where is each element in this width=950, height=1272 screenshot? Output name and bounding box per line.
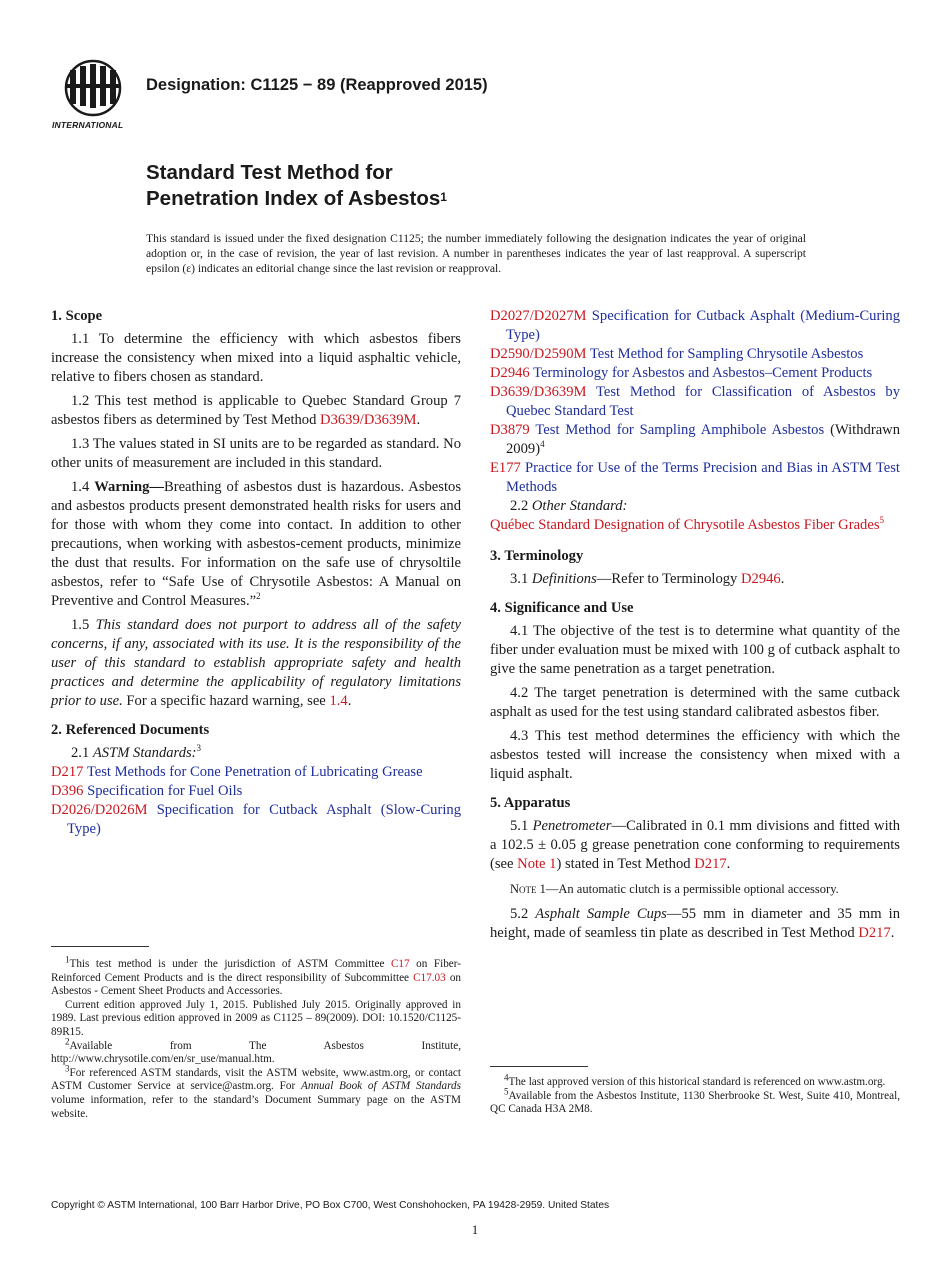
page-number: 1 bbox=[471, 1222, 479, 1237]
para-2-1 bbox=[51, 744, 461, 763]
para-1-5 bbox=[51, 616, 461, 711]
footnotes-left bbox=[51, 954, 462, 1121]
para-1-3: 1.3 The values stated in SI units are to be regarded as standard. No other units of measurement are included in this standard. bbox=[51, 436, 461, 471]
fn3-italic: Annual Book of ASTM Standards bbox=[301, 1080, 461, 1093]
other-standard-link[interactable] bbox=[490, 516, 900, 535]
para-2-2-italic: Other Standard: bbox=[531, 498, 628, 514]
fn3-text-b: volume information, refer to the standard’s Document Summary page on the ASTM website. bbox=[51, 1093, 461, 1120]
ref-code-link[interactable]: D3639/D3639M bbox=[490, 384, 587, 400]
footnote-ref-5[interactable]: 5 bbox=[879, 515, 884, 526]
page-title bbox=[146, 160, 447, 212]
footnote-1-edition: Current edition approved July 1, 2015. Published July 2015. Originally approved in 1989. Last previous edition approved in 2009 as C1125 – 89(2009). DOI: 10.1520/C1125-89R15. bbox=[51, 998, 461, 1038]
right-column bbox=[490, 307, 900, 948]
para-4-2: 4.2 The target penetration is determined with the same cutback asphalt as used for the test using standard calibrated asbestos fiber. bbox=[490, 685, 900, 720]
para-4-3: 4.3 This test method determines the efficiency with which the asbestos tested will increase the consistency when mixed with a liquid asphalt. bbox=[490, 728, 900, 782]
ref-entry bbox=[490, 421, 900, 459]
para-2-2 bbox=[490, 497, 900, 516]
footnote-4 bbox=[490, 1072, 900, 1090]
fn3-number: 3 bbox=[65, 1063, 70, 1074]
fn4-text: The last approved version of this historical standard is referenced on www.astm.org. bbox=[508, 1076, 886, 1088]
para-4-1: 4.1 The objective of the test is to determine what quantity of the fiber under evaluation must be mixed with 100 g of cutback asphalt to give the same penetration as a target penetration. bbox=[490, 623, 900, 677]
para-1-4 bbox=[51, 478, 461, 611]
ref-code-link[interactable]: D217 bbox=[51, 764, 84, 780]
footnote-2 bbox=[51, 1035, 461, 1067]
footnotes-right bbox=[490, 1072, 900, 1117]
footnote-divider-right bbox=[490, 1066, 588, 1067]
section-heading-scope: 1. Scope bbox=[51, 308, 103, 324]
footnote-ref-4[interactable]: 4 bbox=[540, 439, 545, 450]
fn3-text-a: For referenced ASTM standards, visit the ASTM website, www.astm.org, or contact ASTM Customer Service at service@astm.org. For bbox=[51, 1066, 461, 1093]
link-d217[interactable]: D217 bbox=[694, 856, 727, 872]
section-heading-terminology: 3. Terminology bbox=[490, 548, 584, 564]
fn1-text-b: on Fiber-Reinforced Cement Products and is the direct responsibility of Subcommittee bbox=[51, 958, 461, 984]
ref-entry bbox=[490, 345, 900, 364]
para-1-2 bbox=[51, 392, 461, 430]
fn4-number: 4 bbox=[504, 1072, 509, 1083]
warning-label: Warning— bbox=[94, 479, 164, 495]
note-1-label: Note 1 bbox=[510, 882, 546, 896]
footnote-ref-3[interactable]: 3 bbox=[196, 743, 202, 754]
para-1-5-text: For a specific hazard warning, see bbox=[122, 693, 330, 709]
title-line-2-text: Penetration Index of Asbestos bbox=[146, 187, 441, 210]
fn2-text: Available from The Asbestos Institute, http://www.chrysotile.com/en/sr_use/manual.htm. bbox=[51, 1039, 461, 1066]
ref-title-link[interactable]: Practice for Use of the Terms Precision and Bias in ASTM Test Methods bbox=[506, 460, 900, 495]
para-5-2-italic: Asphalt Sample Cups bbox=[535, 906, 667, 922]
para-5-1-end: . bbox=[726, 856, 731, 872]
ref-entry bbox=[51, 782, 461, 801]
footnote-1 bbox=[51, 954, 462, 999]
para-5-1-num: 5.1 bbox=[510, 818, 533, 834]
ref-title-link[interactable]: Terminology for Asbestos and Asbestos–Cement Products bbox=[533, 365, 873, 381]
para-5-2-end: . bbox=[890, 925, 895, 941]
title-line-2 bbox=[146, 186, 447, 212]
footnote-5 bbox=[490, 1085, 900, 1117]
para-3-1-num: 3.1 bbox=[510, 571, 532, 587]
designation: Designation: C1125 − 89 (Reapproved 2015) bbox=[146, 76, 488, 94]
astm-logo bbox=[50, 58, 136, 134]
para-1-5-end: . bbox=[347, 693, 352, 709]
fn1-number: 1 bbox=[65, 954, 70, 965]
para-2-1-italic: ASTM Standards: bbox=[92, 745, 197, 761]
ref-title-link[interactable]: Test Method for Sampling Chrysotile Asbestos bbox=[589, 346, 864, 362]
link-c17-03[interactable]: C17.03 bbox=[413, 971, 446, 984]
title-line-1: Standard Test Method for bbox=[146, 161, 393, 184]
ref-code-link[interactable]: E177 bbox=[490, 460, 521, 476]
ref-code-link[interactable]: D2027/D2027M bbox=[490, 308, 587, 324]
footnote-divider-left bbox=[51, 946, 149, 947]
para-5-2 bbox=[490, 905, 900, 943]
para-1-4-text: Breathing of asbestos dust is hazardous. Asbestos and asbestos products present demonstrated health risks for users and for those with whom they come into contact. In addition to other precautions, when working with asbestos-cement products, minimize the dust that results. For information on the safe use of chrysoltile asbestos, refer to “Safe Use of Chrysotile Asbestos: A Manual on Preventive and Control Measures.” bbox=[51, 479, 461, 609]
fn1-text-a: This test method is under the jurisdiction of ASTM Committee bbox=[69, 958, 391, 970]
ref-title-link[interactable]: Test Method for Classification of Asbestos by Quebec Standard Test bbox=[506, 384, 901, 419]
para-5-1-text: —Calibrated in 0.1 mm divisions and fitted with a 102.5 ± 0.05 g grease penetration cone conforming to requirements (see bbox=[490, 818, 900, 872]
ref-code-link[interactable]: D3879 bbox=[490, 422, 530, 438]
para-1-4-num: 1.4 bbox=[71, 479, 95, 495]
left-column bbox=[51, 307, 461, 839]
fn5-number: 5 bbox=[504, 1085, 509, 1096]
link-d217[interactable]: D217 bbox=[858, 925, 891, 941]
fn1-text-c: on Asbestos - Cement Sheet Products and Accessories. bbox=[51, 971, 462, 998]
ref-title-link[interactable]: Specification for Fuel Oils bbox=[87, 783, 243, 799]
para-1-2-text: 1.2 This test method is applicable to Quebec Standard Group 7 asbestos fibers as determined by Test Method bbox=[51, 393, 461, 428]
link-c17[interactable]: C17 bbox=[390, 958, 410, 970]
ref-entry bbox=[490, 383, 900, 421]
fn5-text: Available from the Asbestos Institute, 1130 Sherbrooke St. West, Suite 410, Montreal, QC Canada H3A 2M8. bbox=[490, 1089, 900, 1116]
para-5-1 bbox=[490, 817, 900, 874]
title-footnote-ref[interactable]: 1 bbox=[440, 190, 447, 204]
para-3-1 bbox=[490, 570, 900, 589]
para-3-1-end: . bbox=[780, 571, 785, 587]
ref-code-link[interactable]: D2946 bbox=[490, 365, 530, 381]
ref-code-link[interactable]: D396 bbox=[51, 783, 84, 799]
para-2-1-num: 2.1 bbox=[71, 745, 93, 761]
link-d3639[interactable]: D3639/D3639M bbox=[320, 412, 417, 428]
ref-entry bbox=[51, 801, 461, 839]
ref-entry bbox=[490, 307, 900, 345]
section-heading-significance: 4. Significance and Use bbox=[490, 600, 634, 616]
ref-code-link[interactable]: D2026/D2026M bbox=[51, 802, 148, 818]
para-5-1-mid: ) stated in Test Method bbox=[556, 856, 695, 872]
ref-entry bbox=[51, 763, 461, 782]
link-d2946[interactable]: D2946 bbox=[740, 571, 781, 587]
copyright-footer: Copyright © ASTM International, 100 Barr Harbor Drive, PO Box C700, West Conshohocken, PA 19428-2959. United States bbox=[51, 1200, 610, 1211]
para-3-1-text: —Refer to Terminology bbox=[596, 571, 741, 587]
para-1-2-end: . bbox=[416, 412, 421, 428]
section-heading-apparatus: 5. Apparatus bbox=[490, 795, 571, 811]
issuance-notice: This standard is issued under the fixed designation C1125; the number immediately following the designation indicates the year of original adoption or, in the case of revision, the year of last revision. A number in parentheses indicates the year of last reapproval. A superscript epsilon (ε) indicates an editorial change since the last revision or reapproval. bbox=[146, 232, 806, 275]
link-section-1-4[interactable]: 1.4 bbox=[329, 693, 348, 709]
link-note-1[interactable]: Note 1 bbox=[517, 856, 557, 872]
fn2-number: 2 bbox=[65, 1035, 70, 1046]
para-1-1: 1.1 To determine the efficiency with which asbestos fibers increase the consistency when mixed into a liquid asphaltic vehicle, relative to fibers chosen as standard. bbox=[51, 331, 461, 385]
para-1-5-num: 1.5 bbox=[71, 617, 96, 633]
para-5-2-text: —55 mm in diameter and 35 mm in height, made of seamless tin plate as described in Test Method bbox=[490, 906, 901, 941]
other-standard-text: Québec Standard Designation of Chrysotile Asbestos Fiber Grades bbox=[490, 517, 880, 533]
para-3-1-italic: Definitions bbox=[531, 571, 597, 587]
para-1-5-italic: This standard does not purport to address all of the safety concerns, if any, associated with its use. It is the responsibility of the user of this standard to establish appropriate safety and health practices and determine the applicability of regulatory limitations prior to use. bbox=[51, 617, 461, 709]
para-5-2-num: 5.2 bbox=[510, 906, 536, 922]
ref-title-link[interactable]: Specification for Cutback Asphalt (Medium-Curing Type) bbox=[506, 308, 900, 343]
ref-withdrawn-note: (Withdrawn 2009) bbox=[506, 422, 901, 457]
ref-title-link[interactable]: Test Method for Sampling Amphibole Asbestos bbox=[535, 422, 825, 438]
logo-text: INTERNATIONAL bbox=[52, 120, 124, 130]
note-1 bbox=[490, 880, 900, 899]
ref-title-link[interactable]: Test Methods for Cone Penetration of Lubricating Grease bbox=[86, 764, 423, 780]
para-5-1-italic: Penetrometer bbox=[532, 818, 612, 834]
ref-title-link[interactable]: Specification for Cutback Asphalt (Slow-Curing Type) bbox=[67, 802, 461, 837]
footnote-ref-2[interactable]: 2 bbox=[256, 591, 261, 602]
ref-entry bbox=[490, 364, 900, 383]
para-2-2-num: 2.2 bbox=[510, 498, 532, 514]
footnote-3 bbox=[51, 1063, 461, 1121]
note-1-text: —An automatic clutch is a permissible optional accessory. bbox=[545, 882, 839, 896]
ref-code-link[interactable]: D2590/D2590M bbox=[490, 346, 587, 362]
ref-entry bbox=[490, 459, 900, 497]
section-heading-referenced-documents: 2. Referenced Documents bbox=[51, 722, 210, 738]
